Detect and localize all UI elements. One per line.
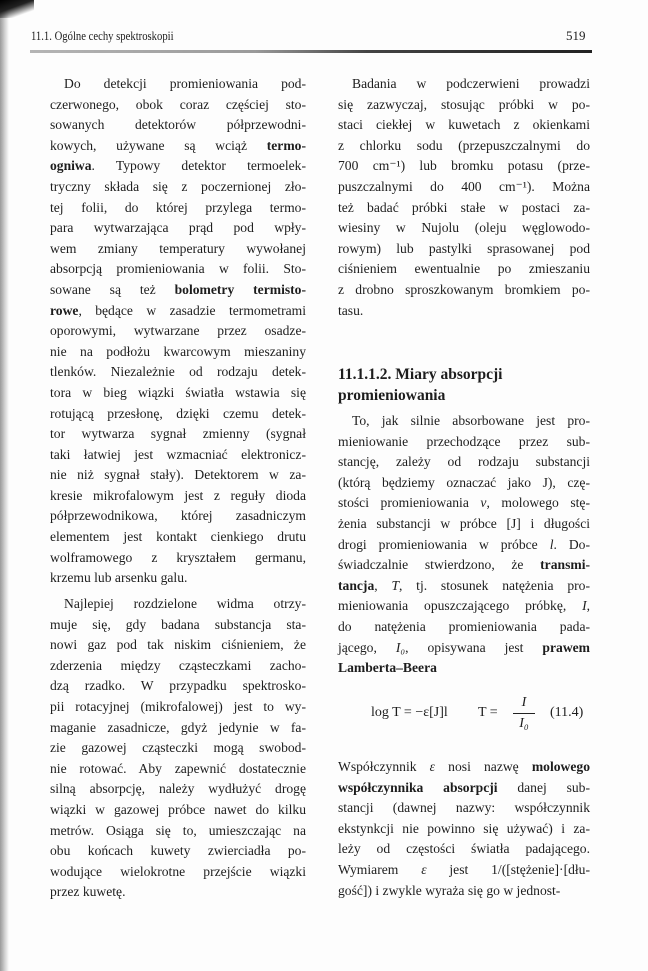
text-line <box>338 301 590 322</box>
text-line <box>50 548 306 569</box>
text-segment: absorpcją promieniowania w folii. Sto- <box>50 261 306 277</box>
paragraph <box>338 757 590 901</box>
text-segment: żenia substancji w próbce [J] i długości <box>338 515 590 531</box>
bold-term: współczynnika absorpcji <box>338 779 498 795</box>
bold-term: ogniwa <box>50 158 92 174</box>
text-segment: obu końcach kuwety zwierciadła po- <box>50 843 306 859</box>
text-segment: zderzenia między cząsteczkami zacho- <box>50 657 306 673</box>
equation-lhs: log T = −ε[J]l <box>371 705 448 720</box>
text-line <box>338 514 590 535</box>
text-segment: Współczynnik <box>338 759 430 774</box>
text-line <box>338 136 590 157</box>
text-segment: nie na podłożu kwarcowym mieszaniny <box>50 343 306 359</box>
text-segment: krzemu lub arsenku galu. <box>50 570 188 586</box>
text-segment: wiesiny w Nujolu (oleju węglowodo- <box>338 220 590 236</box>
text-line <box>50 486 306 507</box>
text-line <box>338 177 590 198</box>
text-line <box>50 95 306 116</box>
scan-corner-mark <box>0 0 34 18</box>
page-number: 519 <box>566 28 586 43</box>
text-line <box>338 638 590 659</box>
text-segment: metrów. Osiąga się to, umieszczając na <box>50 822 306 838</box>
text-segment: , <box>374 577 392 593</box>
text-segment: , będące w zasadzie termometrami <box>78 302 306 318</box>
paragraph <box>338 411 590 679</box>
text-line <box>50 115 306 136</box>
text-segment: stancji (dawnej nazwy: współczynnik <box>338 800 590 816</box>
text-segment: Badania w podczerwieni prowadzi <box>352 76 590 91</box>
fraction-bar <box>513 713 535 714</box>
running-head: 11.1. Ogólne cechy spektroskopii <box>31 28 174 43</box>
text-segment: tlenków. Niezależnie od rodzaju detek- <box>50 364 306 380</box>
bold-term: termo- <box>266 137 306 153</box>
text-segment: wolframowego z kryształem germanu, <box>50 549 306 565</box>
text-line <box>50 74 306 95</box>
bold-term: prawem <box>542 639 590 655</box>
text-segment: tej folii, do której przylega termo- <box>50 199 306 215</box>
text-segment: też badać próbki stałe w postaci za- <box>338 199 590 215</box>
math-symbol: ε <box>421 861 427 877</box>
text-segment: oporowymi, wytwarzane przez osadze- <box>50 323 306 339</box>
bold-term: molowego <box>531 759 590 774</box>
text-segment: nie niż sygnał stały). Detektorem w za- <box>50 467 306 483</box>
text-line <box>338 411 590 432</box>
text-segment: świadczalnie stwierdzono, że <box>338 557 541 573</box>
equation-11-4 <box>338 695 590 735</box>
bold-term: tancja <box>338 577 375 593</box>
equation-number: (11.4) <box>550 705 584 720</box>
text-line <box>338 617 590 638</box>
text-segment: dzą rzadko. W przypadku spektrosko- <box>50 678 306 694</box>
text-segment: rotującą przesłonę, dzięki czemu detek- <box>50 405 306 421</box>
text-line <box>50 156 306 177</box>
text-line <box>338 535 590 556</box>
text-segment: leży od częstości światła padającego. <box>338 841 590 857</box>
text-segment: czerwonego, obok coraz częściej sto- <box>50 96 306 112</box>
text-segment: elementem jest kontakt cienkiego drutu <box>50 529 306 545</box>
text-segment: drogi promieniowania w próbce <box>338 536 550 552</box>
text-segment: z chlorku sodu (przepuszczalnymi do <box>338 137 590 153</box>
equation-t: T = <box>478 705 498 720</box>
text-line <box>338 757 590 778</box>
section-heading <box>338 364 590 406</box>
text-segment: maganie zasadnicze, gdyż jedynie w fa- <box>50 719 306 735</box>
text-line <box>50 280 306 301</box>
text-line <box>50 594 306 615</box>
text-segment: tor wytwarza sygnał zmienny (sygnał <box>50 426 306 442</box>
text-segment: sowane są też <box>50 281 175 297</box>
text-segment: . Do- <box>553 536 590 552</box>
text-segment: stancję, zależy od rodzaju substancji <box>338 454 590 470</box>
math-symbol: T <box>391 577 399 593</box>
text-line <box>338 658 590 679</box>
text-segment: nowi gaz pod tak niskim ciśnieniem, że <box>50 637 306 653</box>
text-line <box>50 656 306 677</box>
text-line <box>338 239 590 260</box>
text-segment: ekstynkcji nie powinno się używać) i za- <box>338 820 590 836</box>
text-line <box>50 615 306 636</box>
text-line <box>50 821 306 842</box>
text-line <box>50 800 306 821</box>
text-segment: ciśnieniem ewentualnie po zmieszaniu <box>338 261 590 277</box>
text-line <box>50 177 306 198</box>
text-segment: z drobno sproszkowanym bromkiem po- <box>338 281 590 297</box>
text-segment: wem zmiany temperatury wywołanej <box>50 240 306 256</box>
text-segment: pii rotacyjnej (mikrofalowej) jest to wy- <box>50 698 306 714</box>
text-segment: Do detekcji promieniowania pod- <box>64 76 306 91</box>
text-segment: , tj. stosunek natężenia pro- <box>399 577 590 593</box>
text-line <box>338 280 590 301</box>
text-segment: się zazwyczaj, stosując próbki w po- <box>338 96 590 112</box>
text-segment: jest 1/([stężenie]·[dłu- <box>426 861 590 877</box>
text-line <box>50 383 306 404</box>
text-line <box>50 862 306 883</box>
section-heading-line: promieniowania <box>338 387 446 404</box>
text-line <box>50 635 306 656</box>
text-line <box>338 576 590 597</box>
text-line <box>50 779 306 800</box>
text-segment: , <box>586 598 590 614</box>
math-symbol: ν <box>480 495 487 511</box>
text-line <box>338 596 590 617</box>
scan-edge-shadow <box>0 0 9 971</box>
paragraph <box>50 74 306 589</box>
text-line <box>338 819 590 840</box>
equation-fraction <box>513 695 535 732</box>
text-line <box>50 697 306 718</box>
text-line <box>50 465 306 486</box>
text-segment: danej sub- <box>497 779 590 795</box>
text-segment: tryczny składa się z poczernionej zło- <box>50 178 306 194</box>
text-line <box>50 342 306 363</box>
text-segment: , opisywana jest <box>405 639 543 655</box>
text-line <box>338 115 590 136</box>
text-line <box>50 301 306 322</box>
paragraph <box>50 594 306 903</box>
section-heading-line: 11.1.1.2. Miary absorpcji <box>338 366 503 383</box>
bold-term: Lamberta–Beera <box>338 660 437 676</box>
fraction-denominator: I₀ <box>519 716 529 731</box>
text-segment: mieniowania opuszczającego próbkę, <box>338 598 583 614</box>
text-segment: nosi nazwę <box>435 759 532 774</box>
text-segment: Wymiarem <box>338 861 422 877</box>
text-line <box>50 218 306 239</box>
text-segment: staci ciekłej w kuwetach z okienkami <box>338 117 590 133</box>
text-segment: półprzewodnikowa, której zasadniczym <box>50 508 306 524</box>
text-line <box>50 841 306 862</box>
text-line <box>50 259 306 280</box>
text-segment: nie rotować. Aby zapewnić dostatecznie <box>50 760 306 776</box>
text-segment: mieniowanie przechodzące przez sub- <box>338 433 590 449</box>
fraction-numerator: I <box>521 695 527 710</box>
text-segment: silną absorpcję, należy wydłużyć drogę <box>50 781 306 797</box>
text-line <box>50 568 306 589</box>
text-line <box>50 424 306 445</box>
bold-term: bolometry termisto- <box>174 281 306 297</box>
text-segment: taki łatwiej jest wzmacniać elektronicz- <box>50 446 306 462</box>
text-segment: do natężenia promieniowania pada- <box>338 618 590 634</box>
text-segment: jącego, <box>338 639 396 655</box>
text-line <box>50 738 306 759</box>
text-segment: 700 cm⁻¹) lub bromku potasu (prze- <box>338 158 590 174</box>
text-line <box>50 445 306 466</box>
text-segment: gość]) i zwykle wyraża się go w jednost- <box>338 882 561 898</box>
text-segment: zie gazowej cząsteczki mogą swobod- <box>50 740 306 756</box>
bold-term: rowe <box>50 302 79 318</box>
text-line <box>50 676 306 697</box>
text-segment: para wytwarzająca prąd pod wpły- <box>50 220 306 236</box>
text-line <box>338 473 590 494</box>
text-line <box>338 259 590 280</box>
bold-term: transmi- <box>540 557 590 573</box>
text-line <box>50 198 306 219</box>
text-segment: . Typowy detektor termoelek- <box>91 158 306 174</box>
text-line <box>338 778 590 799</box>
text-segment: wodujące wielokrotne przejście wiązki <box>50 863 306 879</box>
math-symbol: I₀ <box>395 639 406 655</box>
text-segment: muje się, gdy badana substancja sta- <box>50 616 306 632</box>
text-line <box>338 74 590 95</box>
text-segment: puszczalnymi do 400 cm⁻¹). Można <box>338 178 590 194</box>
text-segment: tasu. <box>338 302 364 318</box>
math-symbol: l <box>549 536 554 552</box>
text-segment: To, jak silnie absorbowane jest pro- <box>352 413 590 428</box>
text-segment: tora w bieg wiązki światła wstawia się <box>50 384 306 400</box>
text-line <box>50 759 306 780</box>
paragraph <box>338 74 590 321</box>
text-line <box>338 839 590 860</box>
text-line <box>50 506 306 527</box>
text-line <box>50 404 306 425</box>
math-symbol: ε <box>429 759 436 774</box>
text-line <box>338 881 590 902</box>
text-line <box>338 798 590 819</box>
text-line <box>338 198 590 219</box>
math-symbol: I <box>582 598 587 614</box>
text-line <box>50 239 306 260</box>
text-segment: kowych, używane są wciąż <box>50 137 267 153</box>
text-line <box>50 718 306 739</box>
text-line <box>50 136 306 157</box>
text-segment: rowym) lub pastylki sprasowanej pod <box>338 240 590 256</box>
text-line <box>338 95 590 116</box>
text-line <box>50 362 306 383</box>
header-rule <box>30 50 592 53</box>
text-line <box>50 882 306 903</box>
text-segment: stości promieniowania <box>338 495 481 511</box>
text-line <box>338 493 590 514</box>
text-line <box>338 555 590 576</box>
text-segment: Najlepiej rozdzielone widma otrzy- <box>64 596 306 611</box>
text-line <box>50 527 306 548</box>
text-line <box>338 452 590 473</box>
text-line <box>338 156 590 177</box>
text-line <box>338 218 590 239</box>
text-segment: sowanych detektorów półprzewodni- <box>50 117 306 133</box>
text-segment: (którą będziemy oznaczać jako J), czę- <box>338 474 590 490</box>
text-line <box>50 321 306 342</box>
text-segment: kresie mikrofalowym jest z reguły dioda <box>50 487 306 503</box>
text-segment: przez kuwetę. <box>50 884 126 900</box>
text-segment: , molowego stę- <box>486 495 590 511</box>
text-line <box>338 432 590 453</box>
text-segment: wiązki w gazowej próbce nawet do kilku <box>50 801 306 817</box>
text-line <box>338 860 590 881</box>
